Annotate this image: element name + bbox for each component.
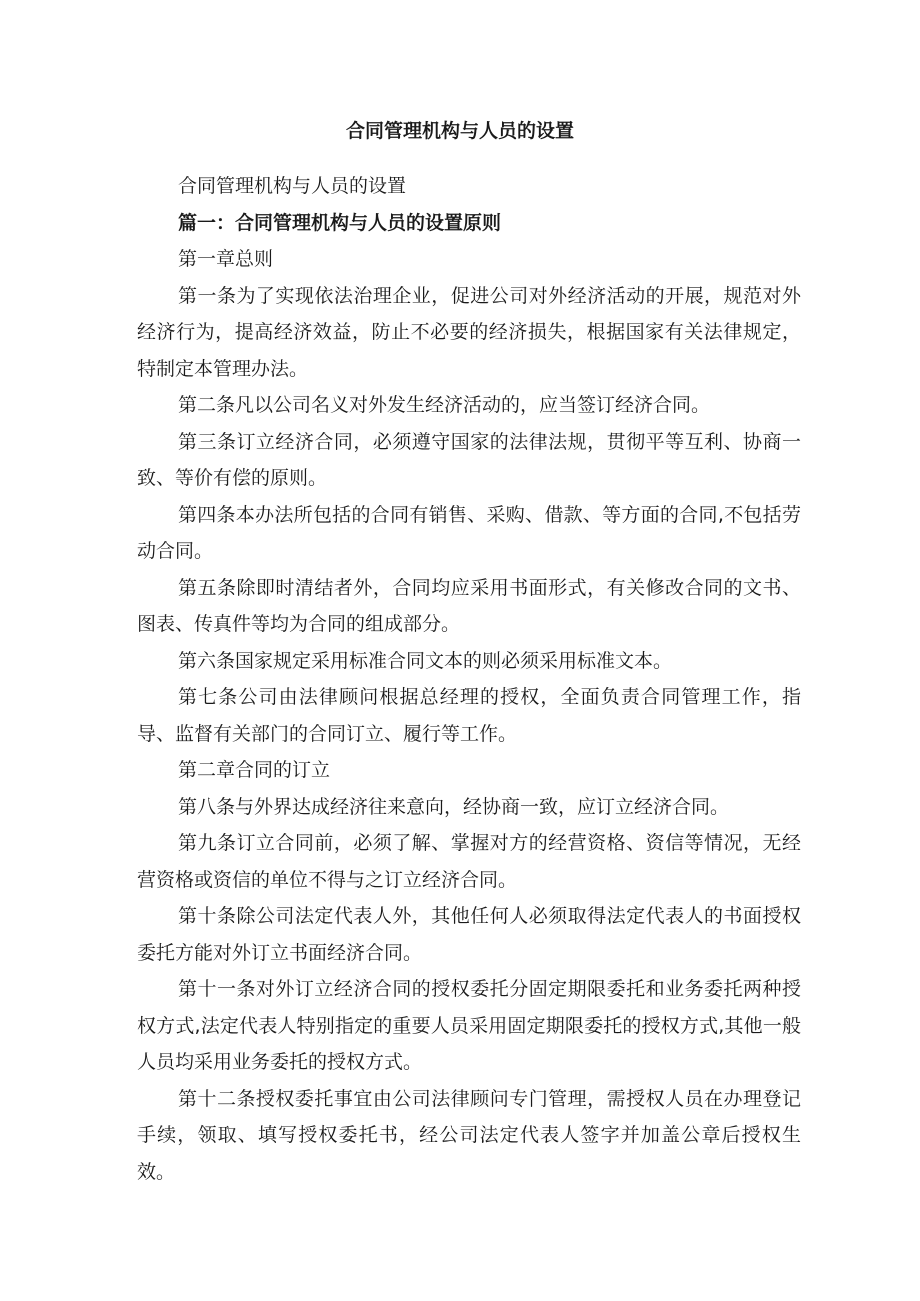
article-paragraph: 第一条为了实现依法治理企业，促进公司对外经济活动的开展，规范对外经济行为，提高经济效益，防止不必要的经济损失，根据国家有关法律规定，特制定本管理办法。 <box>137 284 801 380</box>
chapter-heading: 第一章总则 <box>178 248 274 270</box>
article-paragraph: 第十二条授权委托事宜由公司法律顾问专门管理，需授权人员在办理登记手续，领取、填写授权委托书，经公司法定代表人签字并加盖公章后授权生效。 <box>137 1087 801 1183</box>
article-paragraph: 第四条本办法所包括的合同有销售、采购、借款、等方面的合同,不包括劳动合同。 <box>137 503 801 562</box>
section-heading: 篇一：合同管理机构与人员的设置原则 <box>178 211 502 234</box>
article-paragraph: 第七条公司由法律顾问根据总经理的授权，全面负责合同管理工作，指导、监督有关部门的合同订立、履行等工作。 <box>137 686 801 745</box>
chapter-heading: 第二章合同的订立 <box>178 759 331 781</box>
article-paragraph: 第九条订立合同前，必须了解、掌握对方的经营资格、资信等情况，无经营资格或资信的单位不得与之订立经济合同。 <box>137 832 801 891</box>
article-paragraph: 第三条订立经济合同，必须遵守国家的法律法规，贯彻平等互利、协商一致、等价有偿的原则。 <box>137 430 801 489</box>
article-paragraph: 第十一条对外订立经济合同的授权委托分固定期限委托和业务委托两种授权方式,法定代表人特别指定的重要人员采用固定期限委托的授权方式,其他一般人员均采用业务委托的授权方式。 <box>137 978 801 1073</box>
article-paragraph: 第五条除即时清结者外，合同均应采用书面形式，有关修改合同的文书、图表、传真件等均为合同的组成部分。 <box>137 576 801 635</box>
paragraph: 合同管理机构与人员的设置 <box>178 175 407 197</box>
article-paragraph: 第六条国家规定采用标准合同文本的则必须采用标准文本。 <box>178 649 673 672</box>
article-paragraph: 第二条凡以公司名义对外发生经济活动的，应当签订经济合同。 <box>178 394 711 416</box>
article-paragraph: 第八条与外界达成经济往来意向，经协商一致，应订立经济合同。 <box>178 795 730 818</box>
article-paragraph: 第十条除公司法定代表人外，其他任何人必须取得法定代表人的书面授权委托方能对外订立书面经济合同。 <box>137 905 801 964</box>
document-title: 合同管理机构与人员的设置 <box>345 120 574 142</box>
document-body <box>137 168 801 1190</box>
